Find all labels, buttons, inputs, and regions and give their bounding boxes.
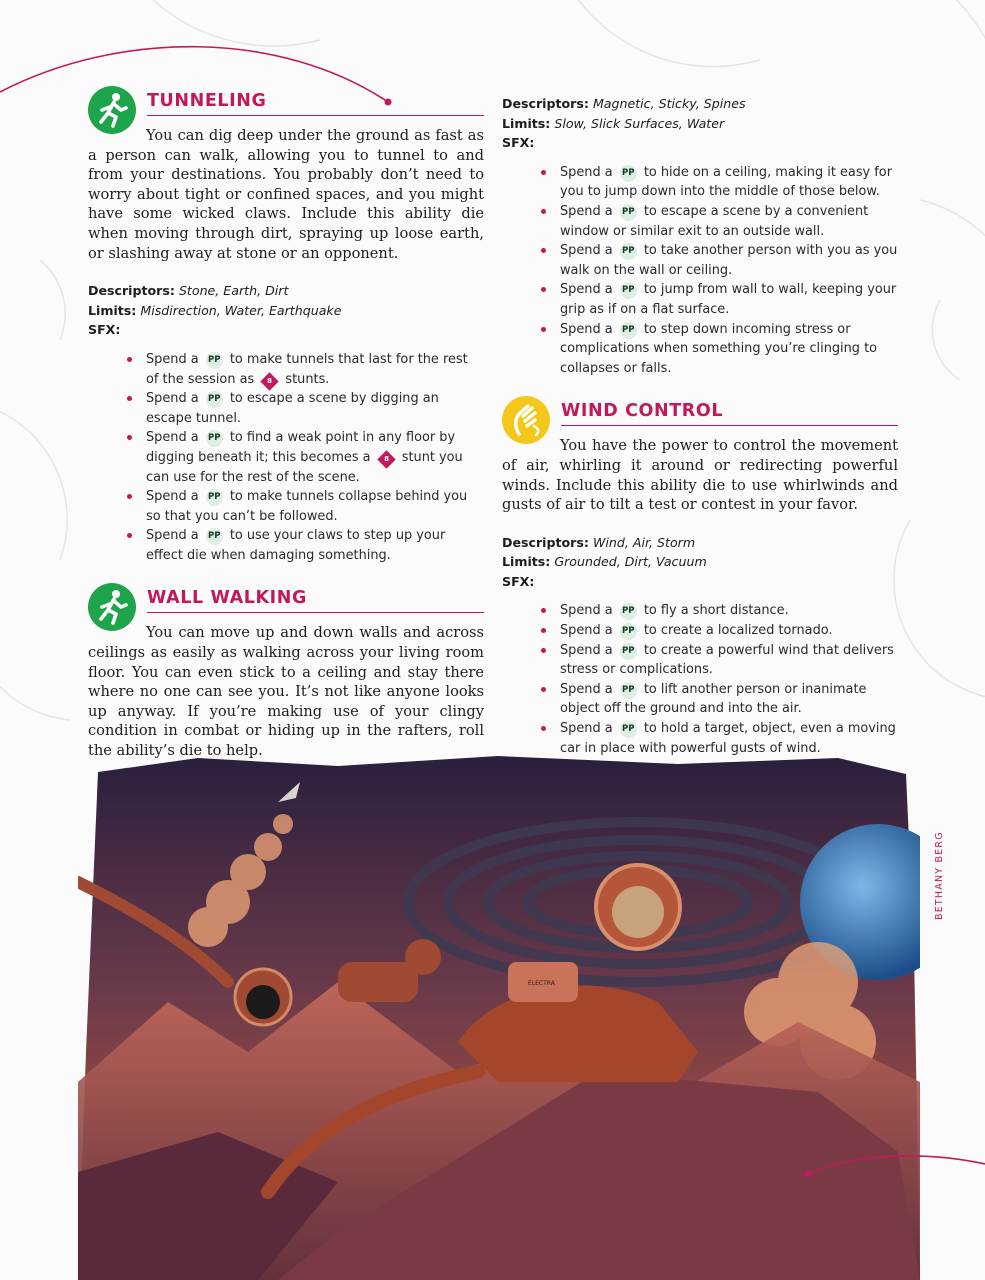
sfx-item [146,526,484,565]
title-divider [147,115,484,116]
die-value: 8 [267,376,273,385]
sfx-text: to step down incoming stress or complications when something you’re clinging to collapses or falls. [560,321,878,376]
sfx-text: stunts. [281,371,330,387]
plot-point-token: PP [620,721,637,738]
title-divider [147,612,484,613]
power-header [88,86,484,132]
power-description-text: You can move up and down walls and across ceilings as easily as walking across your living room floor. You can even stick to a ceiling and stay there where no one can see you. It’s not like anyone looks up anyway. If you’re making use of your clingy condition in combat or hiding up in the rafters, roll the ability’s die to help. [88,624,484,760]
sfx-item [146,428,484,487]
sfx-text: Spend a [560,243,617,259]
sfx-text: Spend a [146,351,203,367]
plot-point-token: PP [620,322,637,339]
sfx-line [502,572,898,592]
limits-label: Limits: [88,302,137,318]
power-description-text: You can dig deep under the ground as fast as a person can walk, allowing you to tunnel to and from your destinations. You probably don’t need to worry about tight or confined spaces, and you might have some wicked claws. Include this ability die when moving through dirt, spraying up loose earth, or slashing away at stone or an opponent. [88,127,484,262]
d8-die-icon [377,450,395,468]
sfx-item [146,389,484,428]
sfx-text: Spend a [560,681,617,697]
sfx-text: to escape a scene by a convenient window or similar exit to an outside wall. [560,203,869,239]
descriptors-line [502,533,898,553]
sfx-label: SFX: [502,573,535,589]
sfx-text: to fly a short distance. [639,603,789,619]
sfx-item [560,601,898,621]
plot-point-token: PP [620,682,637,699]
sfx-item [146,487,484,526]
wind-hand-icon [502,396,550,444]
descriptors-label: Descriptors: [502,96,589,111]
sfx-item [560,641,898,680]
descriptors-label: Descriptors: [88,283,175,299]
sfx-text: to escape a scene by digging an escape tunnel. [146,391,439,426]
right-column [502,94,898,758]
left-column [88,86,484,761]
sfx-text: to hold a target, object, even a moving car in place with powerful gusts of wind. [560,721,896,756]
plot-point-token: PP [620,165,637,182]
power-meta [502,533,898,592]
limits-value: Slow, Slick Surfaces, Water [554,115,725,131]
sfx-text: Spend a [146,430,203,446]
sfx-text: Spend a [560,603,617,619]
limits-label: Limits: [502,115,551,131]
sfx-item [560,202,898,241]
sfx-text: to hide on a ceiling, making it easy for you to jump down into the middle of those below. [560,164,892,200]
sfx-label: SFX: [502,135,535,151]
plot-point-token: PP [206,489,223,506]
sfx-item [560,320,898,379]
sfx-text: to make tunnels that last for the rest of the session as [146,351,468,387]
sfx-text: Spend a [146,489,203,505]
corner-accent-line [800,1150,985,1190]
sfx-text: to create a powerful wind that delivers stress or complications. [560,642,894,678]
power-title: WIND CONTROL [561,401,724,422]
sfx-text: Spend a [560,642,617,658]
d8-die-icon [261,372,279,390]
plot-point-token: PP [206,528,223,545]
descriptors-value: Wind, Air, Storm [592,534,696,550]
runner-icon [88,583,136,631]
sfx-line [88,320,484,340]
die-value: 8 [383,454,389,463]
sfx-text: to jump from wall to wall, keeping your grip as if on a flat surface. [560,282,897,317]
limits-label: Limits: [502,554,551,570]
sfx-text: Spend a [146,528,203,544]
artist-credit: BETHANY BERG [934,831,945,920]
sfx-item [560,680,898,719]
sfx-text: to use your claws to step up your effect die when damaging something. [146,528,446,563]
power-description [502,436,898,514]
sfx-text: Spend a [560,321,617,337]
power-title: WALL WALKING [147,588,307,609]
power-meta [88,281,484,340]
sfx-item [146,350,484,389]
descriptors-line [502,94,898,114]
sfx-text: to lift another person or inanimate object off the ground and into the air. [560,681,867,717]
power-wind-control [502,396,898,758]
descriptors-value: Stone, Earth, Dirt [178,283,289,299]
sfx-text: to create a localized tornado. [639,623,833,639]
runner-icon [88,86,136,134]
sfx-text: Spend a [560,203,617,219]
sfx-text: Spend a [146,391,203,407]
sfx-item [560,241,898,280]
descriptors-line [88,281,484,301]
sfx-text: to take another person with you as you walk on the wall or ceiling. [560,243,898,278]
sfx-text: to find a weak point in any floor by digging beneath it; this becomes a [146,430,456,465]
limits-line [502,552,898,572]
sfx-item [560,621,898,641]
descriptors-value: Magnetic, Sticky, Spines [592,96,746,111]
limits-value: Misdirection, Water, Earthquake [140,302,342,318]
plot-point-token: PP [206,430,223,447]
sfx-text: Spend a [560,721,617,737]
plot-point-token: PP [620,643,637,660]
descriptors-label: Descriptors: [502,534,589,550]
sfx-text: to make tunnels collapse behind you so that you can’t be followed. [146,489,468,524]
power-header [88,583,484,629]
sfx-text: Spend a [560,164,617,180]
power-description [88,126,484,263]
sfx-label: SFX: [88,322,121,338]
plot-point-token: PP [620,623,637,640]
limits-line [88,301,484,321]
sfx-list [502,601,898,758]
sfx-text: stunt you can use for the rest of the scene. [146,449,463,485]
plot-point-token: PP [206,352,223,369]
plot-point-token: PP [620,204,637,221]
sfx-text: Spend a [560,623,617,639]
sfx-list [502,163,898,379]
title-divider [561,425,898,426]
power-tunneling [88,86,484,565]
space-cats-illustration [78,752,920,1280]
suit-label: ELECTRA [528,980,555,987]
sfx-item [560,280,898,319]
power-description [88,623,484,760]
power-header [502,396,898,442]
power-title: TUNNELING [147,91,267,111]
plot-point-token: PP [620,243,637,260]
power-meta [502,94,898,153]
plot-point-token: PP [620,603,637,620]
limits-line [502,114,898,134]
plot-point-token: PP [620,282,637,299]
power-description-text: You have the power to control the movement of air, whirling it around or redirecting powerful winds. Include this ability die to use whirlwinds and gusts of air to tilt a test or contest in your favor. [502,437,898,514]
sfx-item [560,163,898,202]
sfx-text: Spend a [560,282,617,298]
limits-value: Grounded, Dirt, Vacuum [554,554,707,570]
plot-point-token: PP [206,391,223,408]
sfx-line [502,133,898,153]
sfx-list [88,350,484,566]
power-wall-walking [88,583,484,760]
